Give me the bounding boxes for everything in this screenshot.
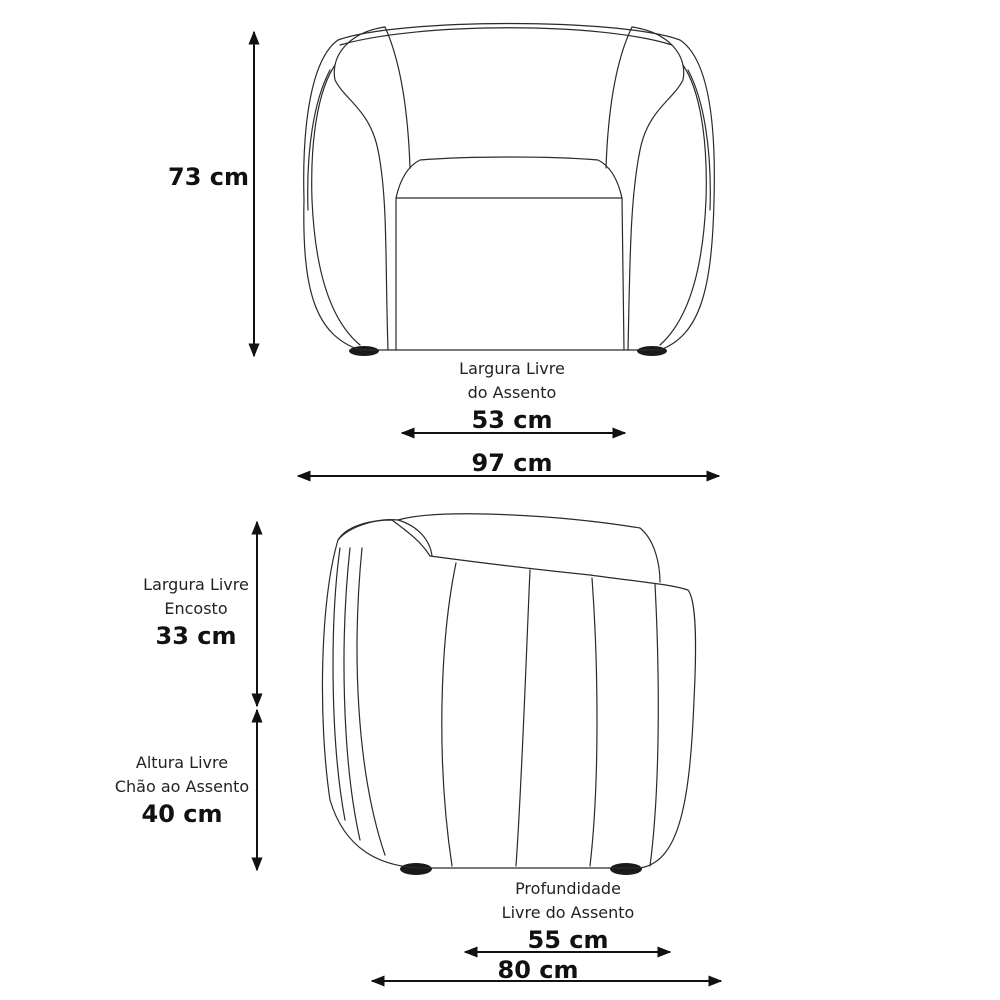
armchair-side-view bbox=[322, 514, 695, 875]
total-width-value: 97 cm bbox=[471, 449, 553, 477]
front-right-arm bbox=[628, 27, 684, 350]
seat-width-value: 53 cm bbox=[471, 406, 553, 434]
side-back-foot bbox=[610, 863, 642, 875]
side-rib-3 bbox=[590, 578, 597, 866]
backrest-label-line1: Largura Livre bbox=[143, 575, 249, 594]
front-right-foot bbox=[637, 346, 667, 356]
front-left-arm bbox=[334, 27, 388, 350]
backrest-label bbox=[96, 573, 296, 651]
side-rib-1 bbox=[442, 563, 456, 866]
seat-width-label bbox=[412, 357, 612, 435]
backrest-label-line2: Encosto bbox=[164, 599, 228, 618]
seat-depth-label bbox=[468, 877, 668, 955]
seat-height-value: 40 cm bbox=[141, 800, 223, 828]
front-height-value: 73 cm bbox=[168, 163, 249, 191]
side-rib-2 bbox=[516, 570, 530, 866]
side-rib-4 bbox=[650, 584, 658, 866]
seat-height-label-line2: Chão ao Assento bbox=[114, 777, 250, 796]
backrest-value: 33 cm bbox=[155, 622, 237, 650]
seat-height-label-line1: Altura Livre bbox=[135, 753, 229, 772]
seat-height-label bbox=[82, 751, 282, 829]
total-depth-value: 80 cm bbox=[497, 956, 579, 984]
seat-depth-label-line1: Profundidade bbox=[515, 879, 621, 898]
armchair-front-view bbox=[304, 24, 715, 357]
side-outer-body bbox=[322, 520, 695, 868]
seat-width-label-line2: do Assento bbox=[467, 383, 557, 402]
side-backrest-roll bbox=[338, 520, 432, 556]
seat-depth-value: 55 cm bbox=[527, 926, 609, 954]
front-seat-cushion bbox=[396, 157, 622, 198]
side-front-foot bbox=[400, 863, 432, 875]
front-back-cushion bbox=[340, 28, 672, 45]
seat-width-label-line1: Largura Livre bbox=[459, 359, 565, 378]
front-outer-body bbox=[304, 24, 715, 351]
seat-depth-label-line2: Livre do Assento bbox=[501, 903, 635, 922]
